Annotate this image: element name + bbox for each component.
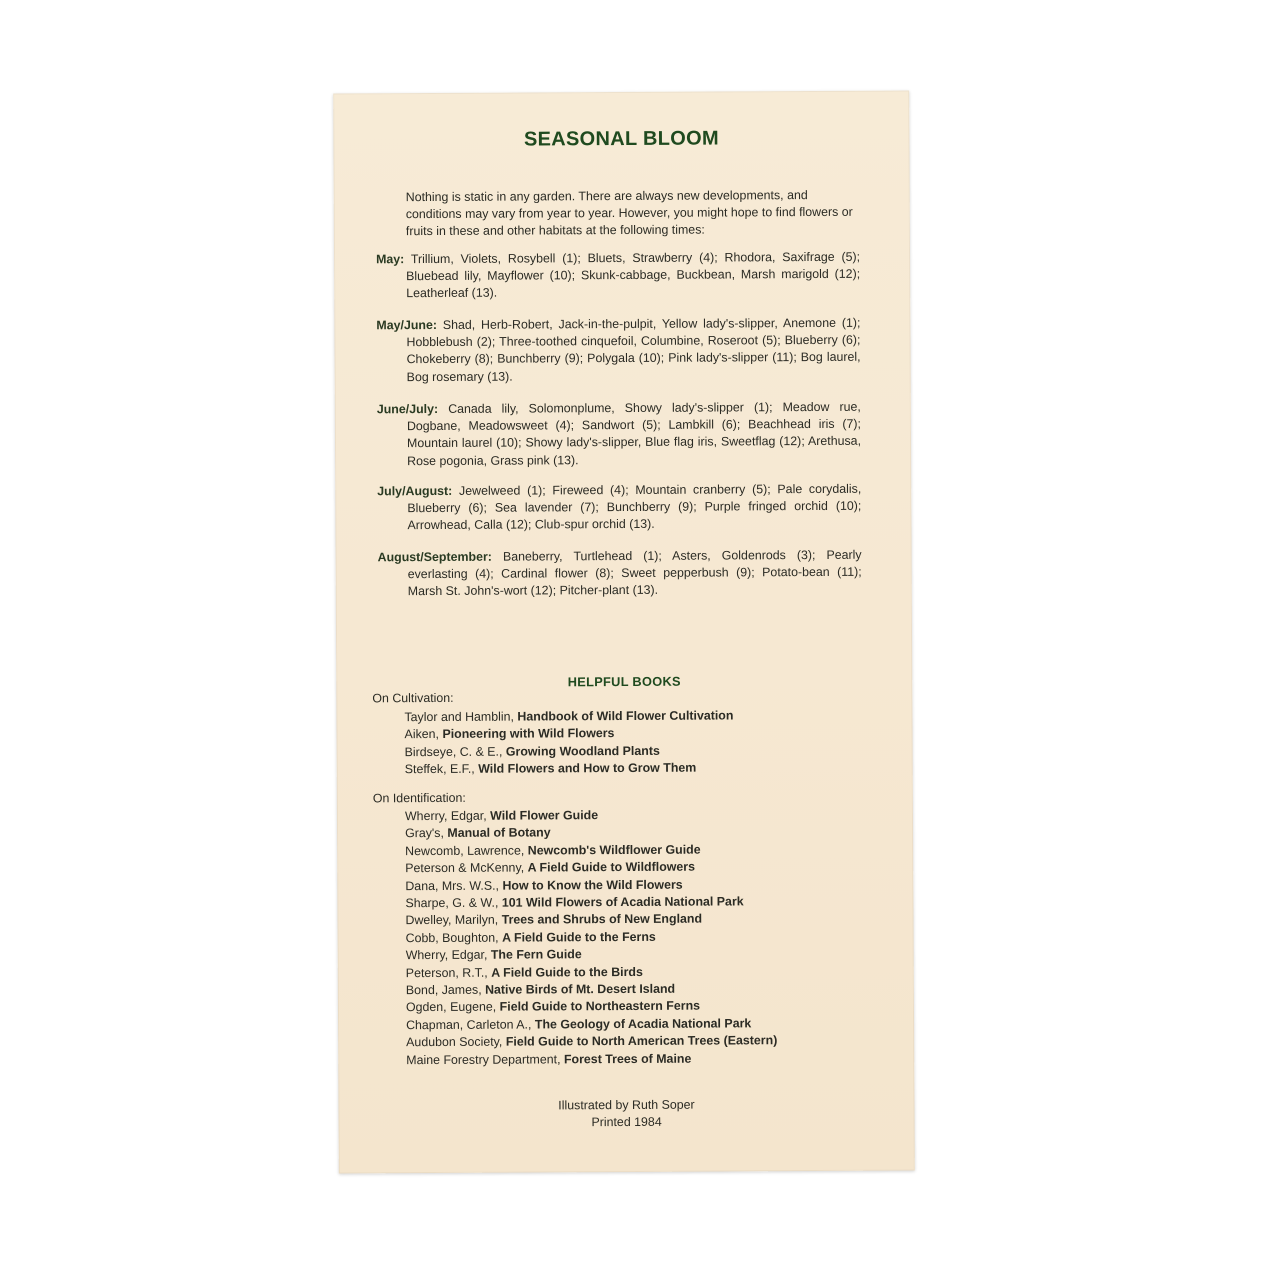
page-title: SEASONAL BLOOM [523,127,719,151]
season-label: May: [376,252,405,267]
print-date: Printed 1984 [591,1115,662,1130]
season-entry-june-july [376,399,862,470]
identification-book-list [405,806,886,1070]
list-item: Newcomb, Lawrence, Newcomb's Wildflower Guide [405,842,701,858]
season-entry-july-august [377,481,862,535]
colophon [338,1095,914,1133]
cultivation-book-list [404,707,884,779]
season-text: Baneberry, Turtlehead (1); Asters, Goldenrods (3); Pearly everlasting (4); Cardinal flower (8); Sweet pepperbush (9); Potato-bean (11); Marsh St. John's-wort (12); Pitcher-plant (13). [407,547,862,599]
helpful-books-heading: HELPFUL BOOKS [567,673,681,690]
season-text: Trillium, Violets, Rosybell (1); Bluets, Strawberry (4); Rhodora, Saxifrage (5); Bluebead lily, Mayflower (10); Skunk-cabbage, Buckbean, Marsh marigold (12); Leatherleaf (13). [404,249,861,301]
list-item: Peterson & McKenny, A Field Guide to Wildflowers [405,859,696,876]
season-text: Canada lily, Solomonplume, Showy lady's-slipper (1); Meadow rue, Dogbane, Meadowsweet (4); Sandwort (5); Lambkill (6); Beachhead iris (7); Mountain laurel (10); Showy lady's-slipper, Blue flag iris, Sweetflag (12); Arethusa, Rose pogonia, Grass pink (13). [406,399,862,468]
intro-paragraph: Nothing is static in any garden. There are always new developments, and conditions may vary from year to year. However, you might hope to find flowers or fruits in these and other habitats at the following times: [405,188,853,239]
list-item: Ogden, Eugene, Field Guide to Northeastern Ferns [405,999,701,1015]
season-label: June/July: [376,401,439,417]
cultivation-heading: On Cultivation: [372,690,454,706]
list-item: Dwelley, Marilyn, Trees and Shrubs of New England [405,912,703,928]
brochure-page [333,90,915,1173]
list-item: Taylor and Hamblin, Handbook of Wild Flower Cultivation [404,708,734,725]
list-item: Wherry, Edgar, Wild Flower Guide [404,808,599,824]
list-item: Sharpe, G. & W., 101 Wild Flowers of Acadia National Park [405,894,744,911]
list-item: Wherry, Edgar, The Fern Guide [405,947,582,963]
season-entry-august-september [377,547,862,601]
list-item: Audubon Society, Field Guide to North American Trees (Eastern) [406,1033,778,1050]
illustrator-credit: Illustrated by Ruth Soper [558,1097,695,1113]
season-text: Jewelweed (1); Fireweed (4); Mountain cranberry (5); Pale corydalis, Blueberry (6); Sea lavender (7); Bunchberry (9); Purple fringed orchid (10); Arrowhead, Calla (12); Club-spur orchid (13). [407,481,862,533]
list-item: Steffek, E.F., Wild Flowers and How to Grow Them [404,760,697,777]
season-entry-may [376,249,861,303]
list-item: Peterson, R.T., A Field Guide to the Birds [405,964,643,980]
list-item: Birdseye, C. & E., Growing Woodland Plants [404,743,660,759]
season-label: July/August: [377,483,453,499]
list-item: Maine Forestry Department, Forest Trees of Maine [406,1051,692,1067]
season-label: August/September: [377,549,492,565]
list-item: Dana, Mrs. W.S., How to Know the Wild Flowers [405,877,683,893]
list-item: Bond, James, Native Birds of Mt. Desert Island [405,981,676,998]
season-entry-may-june [376,315,861,386]
list-item: Aiken, Pioneering with Wild Flowers [404,726,615,742]
list-item: Gray's, Manual of Botany [405,825,551,841]
identification-heading: On Identification: [372,790,466,806]
list-item: Chapman, Carleton A., The Geology of Acadia National Park [406,1016,752,1033]
season-text: Shad, Herb-Robert, Jack-in-the-pulpit, Yellow lady's-slipper, Anemone (1); Hobblebush (2); Three-toothed cinquefoil, Columbine, Roseroot (5); Blueberry (6); Chokeberry (8); Bunchberry (9); Polygala (10); Pink lady's-slipper (11); Bog laurel, Bog rosemary (13). [406,315,861,384]
list-item: Cobb, Boughton, A Field Guide to the Ferns [405,929,656,945]
season-label: May/June: [376,317,438,333]
